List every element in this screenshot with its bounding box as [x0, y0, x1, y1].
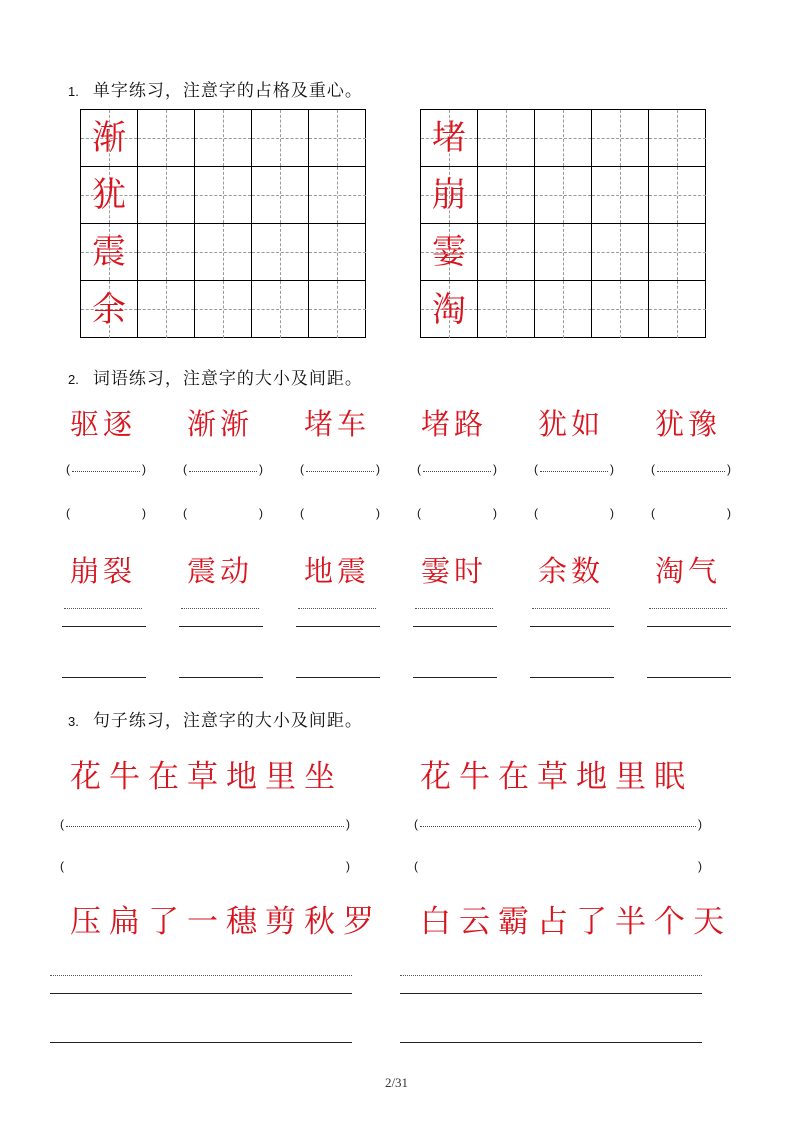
model-character: 余 [92, 289, 126, 330]
writing-line[interactable] [50, 1042, 352, 1043]
sentence-2: 花牛在草地里眠 [420, 759, 693, 795]
writing-line[interactable] [62, 626, 146, 627]
grid-writing-cell[interactable] [478, 224, 535, 281]
grid-writing-cell[interactable] [138, 224, 195, 281]
grid-writing-cell[interactable] [592, 167, 649, 224]
grid-writing-cell[interactable] [535, 281, 592, 338]
grid-writing-cell[interactable] [649, 167, 706, 224]
sentence-3: 压扁了一穗剪秋罗 [70, 904, 382, 940]
writing-line[interactable] [530, 626, 614, 627]
grid-writing-cell[interactable] [252, 281, 309, 338]
writing-line[interactable] [647, 626, 731, 627]
model-character: 堵 [432, 118, 466, 158]
grid-writing-cell[interactable] [478, 167, 535, 224]
grid-writing-cell[interactable] [252, 110, 309, 167]
sentence-1: 花牛在草地里坐 [70, 759, 343, 795]
model-character: 淘 [432, 289, 466, 330]
pinyin-answer-line[interactable]: ( ) [414, 817, 702, 831]
grid-writing-cell[interactable] [649, 110, 706, 167]
grid-writing-cell[interactable] [478, 110, 535, 167]
grid-writing-cell[interactable] [195, 110, 252, 167]
answer-parentheses[interactable]: ( ) [534, 506, 614, 520]
section-3-heading [68, 706, 363, 731]
grid-writing-cell[interactable] [138, 281, 195, 338]
grid-writing-cell[interactable] [195, 281, 252, 338]
word-model: 堵路 [420, 407, 487, 441]
writing-guide-line [64, 608, 142, 609]
writing-line[interactable] [179, 677, 263, 678]
writing-line[interactable] [62, 677, 146, 678]
section-2-heading [68, 364, 363, 389]
answer-parentheses[interactable]: ( ) [300, 506, 380, 520]
pinyin-answer-line[interactable]: ( ) [300, 462, 380, 476]
model-character: 崩 [432, 175, 466, 215]
writing-line[interactable] [413, 677, 497, 678]
section-title: 句子练习，注意字的大小及间距。 [92, 711, 363, 731]
writing-guide-line [298, 608, 376, 609]
character-grid-left [80, 109, 366, 338]
grid-writing-cell[interactable] [309, 281, 366, 338]
grid-writing-cell[interactable] [252, 167, 309, 224]
model-character: 渐 [92, 118, 126, 158]
grid-writing-cell[interactable] [649, 281, 706, 338]
answer-parentheses[interactable]: ( ) [651, 506, 731, 520]
grid-model-character-cell [421, 224, 478, 281]
grid-model-character-cell [421, 281, 478, 338]
word-model: 震动 [186, 554, 253, 588]
answer-parentheses[interactable]: ( ) [66, 506, 146, 520]
model-character: 犹 [92, 175, 126, 215]
word-model: 地震 [303, 554, 370, 588]
answer-parentheses[interactable]: ( ) [60, 859, 350, 873]
grid-writing-cell[interactable] [138, 110, 195, 167]
grid-writing-cell[interactable] [309, 167, 366, 224]
section-number: 3. [68, 714, 79, 729]
model-character: 震 [92, 232, 126, 272]
grid-writing-cell[interactable] [535, 167, 592, 224]
grid-model-character-cell [81, 224, 138, 281]
word-model: 霎时 [420, 554, 487, 588]
writing-line[interactable] [400, 1042, 702, 1043]
page-number: 2/31 [384, 1075, 409, 1090]
word-model: 犹如 [537, 407, 604, 441]
word-model: 渐渐 [186, 407, 253, 441]
section-1-heading [68, 76, 363, 101]
grid-writing-cell[interactable] [195, 167, 252, 224]
writing-line[interactable] [647, 677, 731, 678]
grid-model-character-cell [81, 110, 138, 167]
writing-line[interactable] [400, 993, 702, 994]
grid-writing-cell[interactable] [592, 110, 649, 167]
model-character: 霎 [432, 232, 466, 272]
grid-writing-cell[interactable] [535, 224, 592, 281]
pinyin-answer-line[interactable]: ( ) [183, 462, 263, 476]
word-model: 淘气 [654, 554, 721, 588]
pinyin-answer-line[interactable]: ( ) [60, 817, 350, 831]
writing-guide-line [532, 608, 610, 609]
grid-model-character-cell [81, 167, 138, 224]
grid-writing-cell[interactable] [195, 224, 252, 281]
section-number: 2. [68, 372, 79, 387]
word-model: 犹豫 [654, 407, 721, 441]
pinyin-answer-line[interactable]: ( ) [534, 462, 614, 476]
sentence-4: 白云霸占了半个天 [420, 904, 732, 940]
writing-guide-line [400, 975, 702, 976]
word-model: 堵车 [303, 407, 370, 441]
grid-writing-cell[interactable] [252, 224, 309, 281]
grid-writing-cell[interactable] [649, 224, 706, 281]
word-model: 驱逐 [69, 407, 136, 441]
writing-line[interactable] [50, 993, 352, 994]
grid-model-character-cell [421, 110, 478, 167]
writing-line[interactable] [296, 626, 380, 627]
grid-model-character-cell [81, 281, 138, 338]
grid-model-character-cell [421, 167, 478, 224]
grid-writing-cell[interactable] [478, 281, 535, 338]
section-title: 词语练习，注意字的大小及间距。 [92, 369, 363, 389]
answer-parentheses[interactable]: ( ) [183, 506, 263, 520]
pinyin-answer-line[interactable]: ( ) [651, 462, 731, 476]
writing-line[interactable] [413, 626, 497, 627]
grid-writing-cell[interactable] [309, 110, 366, 167]
writing-guide-line [415, 608, 493, 609]
word-model: 崩裂 [69, 554, 136, 588]
answer-parentheses[interactable]: ( ) [417, 506, 497, 520]
answer-parentheses[interactable]: ( ) [414, 859, 702, 873]
section-number: 1. [68, 84, 79, 99]
grid-writing-cell[interactable] [138, 167, 195, 224]
grid-writing-cell[interactable] [309, 224, 366, 281]
pinyin-answer-line[interactable]: ( ) [417, 462, 497, 476]
writing-line[interactable] [530, 677, 614, 678]
writing-guide-line [649, 608, 727, 609]
section-title: 单字练习，注意字的占格及重心。 [92, 81, 363, 101]
writing-guide-line [181, 608, 259, 609]
writing-guide-line [50, 975, 352, 976]
writing-line[interactable] [296, 677, 380, 678]
character-grid-right [420, 109, 706, 338]
writing-line[interactable] [179, 626, 263, 627]
grid-writing-cell[interactable] [592, 281, 649, 338]
grid-writing-cell[interactable] [535, 110, 592, 167]
pinyin-answer-line[interactable]: ( ) [66, 462, 146, 476]
word-model: 余数 [537, 554, 604, 588]
grid-writing-cell[interactable] [592, 224, 649, 281]
